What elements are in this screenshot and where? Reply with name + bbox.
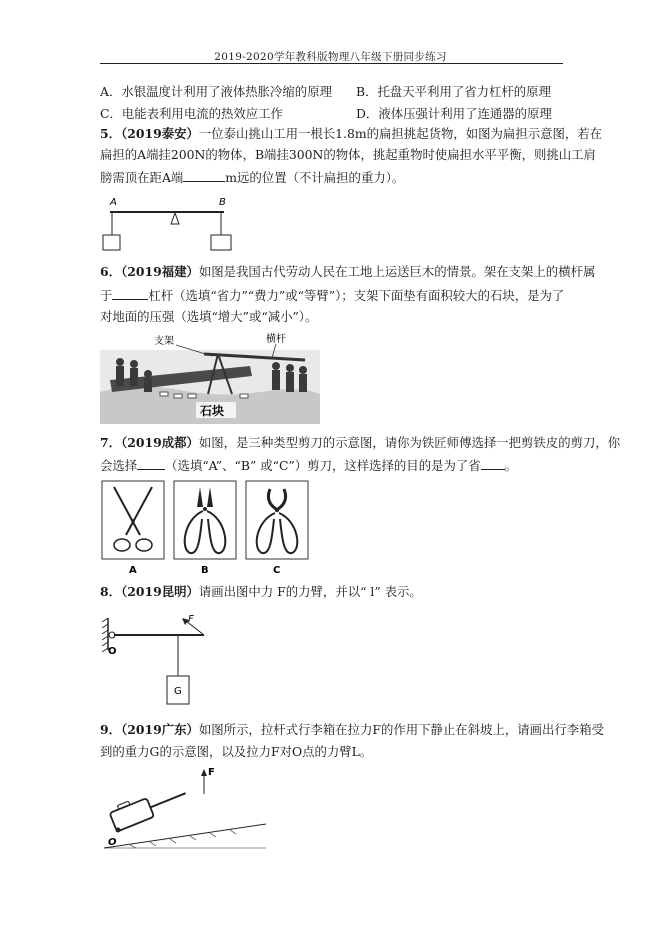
q7-text-2c: 。 — [504, 458, 518, 473]
q5-text-3b: m远的位置（不计扁担的重力）。 — [225, 170, 405, 185]
q5-weight-b — [211, 235, 231, 250]
q6-label-lever: 横杆 — [266, 334, 286, 345]
q6-number: 6 — [100, 264, 109, 279]
q6-answer-blank[interactable] — [112, 287, 148, 300]
q9-line-1: 9．（2019广东）如图所示，拉杆式行李箱在拉力F的作用下静止在斜坡上，请画出行李箱受 — [100, 722, 604, 737]
q5-label-b: B — [219, 197, 226, 208]
q5-source: （2019泰安） — [121, 126, 199, 141]
q5-line-2: 扁担的A端挂200N的物体，B端挂300N的物体，挑起重物时使扁担水平平衡，则挑山工肩 — [100, 147, 596, 162]
q9-force-arrow-icon — [201, 769, 207, 776]
q7-answer-blank-2[interactable] — [481, 457, 505, 470]
q6-label-stone: 石块 — [200, 404, 225, 418]
q5-text-1: 一位泰山挑山工用一根长1.8m的扁担挑起货物，如图为扁担示意图，若在 — [198, 126, 603, 141]
q9-number: 9 — [100, 722, 109, 737]
option-d: D．液体压强计利用了连通器的原理 — [356, 106, 552, 121]
q9-label-f: F — [208, 767, 215, 778]
q6-line-2 — [100, 287, 564, 304]
q7-label-b: B — [201, 565, 209, 575]
option-a: A．水银温度计利用了液体热胀冷缩的原理 — [100, 84, 332, 99]
q5-fulcrum-icon — [171, 213, 179, 224]
q7-number: 7 — [100, 435, 109, 450]
q6-line-3: 对地面的压强（选填“增大”或“减小”）。 — [100, 309, 318, 324]
q9-text-1: 如图所示，拉杆式行李箱在拉力F的作用下静止在斜坡上，请画出行李箱受 — [198, 722, 604, 737]
q7-scissors-b — [174, 481, 236, 559]
q6-text-2a: 于 — [100, 288, 113, 303]
q8-source: （2019昆明） — [121, 584, 199, 599]
option-b: B．托盘天平利用了省力杠杆的原理 — [356, 84, 551, 99]
q6-line-1: 6．（2019福建）如图是我国古代劳动人民在工地上运送巨木的情景。架在支架上的横杆属 — [100, 264, 596, 279]
q5-figure-carrying-pole — [100, 193, 240, 255]
q7-text-2a: 会选择 — [100, 458, 138, 473]
q5-weight-a — [103, 235, 120, 250]
q8-text-1: 请画出图中力 F的力臂，并以“ l” 表示。 — [198, 584, 422, 599]
q6-text-2b: 杠杆（选填“省力”“费力”或“等臂”）；支架下面垫有面积较大的石块，是为了 — [148, 288, 565, 303]
q9-slope-hatch — [130, 830, 236, 848]
q6-text-1: 如图是我国古代劳动人民在工地上运送巨木的情景。架在支架上的横杆属 — [198, 264, 596, 279]
q7-label-c: C — [273, 565, 281, 575]
q5-label-a: A — [110, 197, 117, 208]
q7-label-a: A — [129, 565, 137, 575]
q7-text-1: 如图，是三种类型剪刀的示意图，请你为铁匠师傅选择一把剪铁皮的剪刀，你 — [198, 435, 621, 450]
q9-source: （2019广东） — [121, 722, 199, 737]
q6-figure-ancient-lever — [100, 332, 320, 424]
q6-label-support: 支架 — [154, 336, 174, 347]
q7-figure-scissors — [100, 479, 310, 575]
q9-label-o: O — [108, 837, 117, 848]
q7-scissors-a — [102, 481, 164, 559]
q9-suitcase — [108, 780, 189, 831]
q5-line-3 — [100, 169, 404, 186]
q5-number: 5 — [100, 126, 109, 141]
q5-text-3a: 膀需顶在距A端 — [100, 170, 184, 185]
q8-number: 8 — [100, 584, 109, 599]
option-c: C．电能表利用电流的热效应工作 — [100, 106, 283, 121]
q7-line-1: 7．（2019成都）如图，是三种类型剪刀的示意图，请你为铁匠师傅选择一把剪铁皮的剪刀，你 — [100, 435, 621, 450]
q8-label-f: F — [188, 614, 194, 625]
q8-figure-lever — [100, 608, 220, 710]
q6-source: （2019福建） — [121, 264, 199, 279]
q7-line-2 — [100, 457, 517, 474]
q7-scissors-c — [246, 481, 308, 559]
header-rule — [100, 63, 563, 64]
q8-label-o: O — [108, 646, 117, 657]
q9-figure-luggage-slope — [100, 766, 270, 852]
q9-wheel-icon — [116, 828, 121, 833]
q7-source: （2019成都） — [121, 435, 199, 450]
q8-line-1: 8．（2019昆明）请画出图中力 F的力臂，并以“ l” 表示。 — [100, 584, 422, 599]
page-header: 2019-2020学年教科版物理八年级下册同步练习 — [214, 51, 447, 63]
q9-line-2: 到的重力G的示意图，以及拉力F对O点的力臂L。 — [100, 744, 373, 759]
q7-text-2b: （选填“A”、“B” 或“C”）剪刀，这样选择的目的是为了省 — [165, 458, 481, 473]
q8-label-g: G — [174, 686, 182, 697]
q7-answer-blank-1[interactable] — [137, 457, 165, 470]
q5-answer-blank[interactable] — [183, 169, 225, 182]
q5-line-1: 5．（2019泰安）一位泰山挑山工用一根长1.8m的扁担挑起货物，如图为扁担示意图，若在 — [100, 126, 603, 141]
